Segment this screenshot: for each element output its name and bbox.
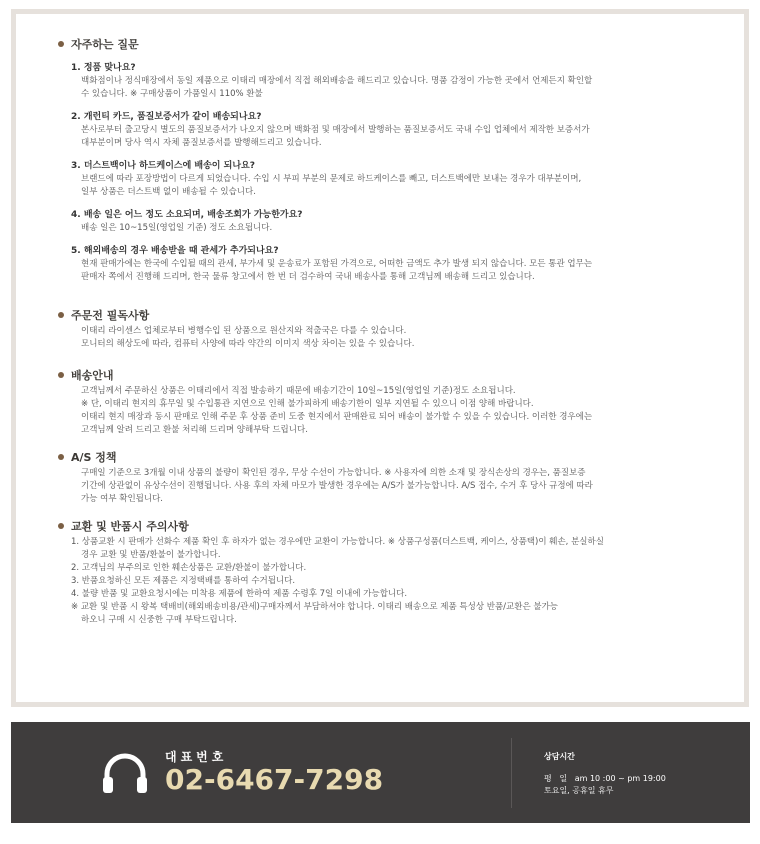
notice-title: 주문전 필독사항 xyxy=(58,307,678,323)
faq-title: 자주하는 질문 xyxy=(58,36,678,52)
shipping-line: ※ 단, 이태리 현지의 휴무일 및 수입통관 지연으로 인해 불가피하게 배송기한이 일부 지연될 수 있으니 이점 양해 바랍니다. xyxy=(81,399,534,409)
faq-answer-line: 배송 일은 10~15일(영업일 기준) 정도 소요됩니다. xyxy=(81,223,273,233)
as-section xyxy=(58,449,678,506)
faq-question: 2. 개런티 카드, 품질보증서가 같이 배송되나요? xyxy=(71,112,262,122)
exchange-title: 교환 및 반품시 주의사항 xyxy=(58,518,678,534)
notice-section xyxy=(58,307,678,351)
phone-label: 대표번호 xyxy=(165,750,228,764)
exchange-line: ※ 교환 및 반품 시 왕복 택배비(해외배송비용/관세)구매자께서 부담하셔야 합니다. 이태리 배송으로 제품 특성상 반품/교환은 불가능 xyxy=(71,602,558,612)
faq-answer-line: 판매자 쪽에서 진행해 드리며, 한국 물류 창고에서 한 번 더 검수하여 국내 배송사를 통해 고객님께 배송해 드리고 있습니다. xyxy=(81,272,535,282)
faq-item xyxy=(58,209,678,235)
exchange-line: 3. 반품요청하신 모든 제품은 지정택배를 통하여 수거됩니다. xyxy=(71,576,296,586)
bullet-icon xyxy=(58,41,64,47)
shipping-line: 고객님께서 주문하신 상품은 이태리에서 직접 발송하기 때문에 배송기간이 10일~15일(영업일 기준)정도 소요됩니다. xyxy=(81,386,516,396)
as-title: A/S 정책 xyxy=(58,449,678,465)
faq-item xyxy=(58,160,678,199)
faq-question: 5. 해외배송의 경우 배송받을 때 관세가 추가되나요? xyxy=(71,246,279,256)
hours-weekday: 평 일 am 10 :00 ~ pm 19:00 xyxy=(544,774,666,783)
faq-answer-line: 백화점이나 정식매장에서 동일 제품으로 이태리 매장에서 직접 해외배송을 해드리고 있습니다. 명품 감정이 가능한 곳에서 언제든지 확인할 xyxy=(81,76,593,86)
faq-question: 3. 더스트백이나 하드케이스에 배송이 되나요? xyxy=(71,161,255,171)
faq-section xyxy=(58,36,678,284)
as-line: 가능 여부 확인됩니다. xyxy=(81,494,164,504)
exchange-line: 2. 고객님의 부주의로 인한 훼손상품은 교환/환불이 불가합니다. xyxy=(71,563,307,573)
headphones-icon xyxy=(102,752,148,794)
faq-answer-line: 일부 상품은 더스트백 없이 배송될 수 있습니다. xyxy=(81,187,256,197)
contact-footer xyxy=(11,722,750,823)
faq-question: 1. 정품 맞나요? xyxy=(71,63,136,73)
exchange-line: 경우 교환 및 반품/환불이 불가합니다. xyxy=(81,550,221,560)
faq-answer-line: 브랜드에 따라 포장방법이 다르게 되었습니다. 수입 시 부피 부분의 문제로 하드케이스를 빼고, 더스트백에만 보내는 경우가 대부분이며, xyxy=(81,174,582,184)
faq-answer-line: 현재 판매가에는 한국에 수입될 때의 관세, 부가세 및 운송료가 포함된 가격으로, 어떠한 금액도 추가 발생 되지 않습니다. 모든 통관 업무는 xyxy=(81,259,593,269)
faq-answer-line: 수 있습니다. ※ 구매상품이 가품일시 110% 환불 xyxy=(81,89,263,99)
bullet-icon xyxy=(58,523,64,529)
faq-item xyxy=(58,111,678,150)
bullet-icon xyxy=(58,372,64,378)
exchange-section xyxy=(58,518,678,627)
bullet-icon xyxy=(58,454,64,460)
bullet-icon xyxy=(58,312,64,318)
notice-line: 모니터의 해상도에 따라, 컴퓨터 사양에 따라 약간의 이미지 색상 차이는 있을 수 있습니다. xyxy=(81,339,415,349)
exchange-line: 하오니 구매 시 신중한 구매 부탁드립니다. xyxy=(81,615,237,625)
faq-answer-line: 대부분이며 당사 역시 자체 품질보증서를 발행해드리고 있습니다. xyxy=(81,138,322,148)
as-line: 구매일 기준으로 3개월 이내 상품의 불량이 확인된 경우, 무상 수선이 가능합니다. ※ 사용자에 의한 소재 및 장식손상의 경우는, 품질보증 xyxy=(81,468,586,478)
info-content xyxy=(58,24,678,627)
faq-answer-line: 본사로부터 출고당시 별도의 품질보증서가 나오지 않으며 백화점 및 매장에서 발행하는 품질보증서도 국내 수입 업체에서 제작한 보증서가 xyxy=(81,125,590,135)
exchange-line: 4. 불량 반품 및 교환요청시에는 미착용 제품에 한하여 제품 수령후 7일 이내에 가능합니다. xyxy=(71,589,408,599)
shipping-line: 고객님께 알려 드리고 환불 처리해 드리며 양해부탁 드립니다. xyxy=(81,425,308,435)
shipping-section xyxy=(58,367,678,437)
footer-divider xyxy=(511,738,512,808)
shipping-line: 이태리 현지 매장과 동시 판매로 인해 주문 후 상품 준비 도중 현지에서 판매완료 되어 배송이 불가할 수 있을 수 있습니다. 이러한 경우에는 xyxy=(81,412,593,422)
faq-question: 4. 배송 일은 어느 정도 소요되며, 배송조회가 가능한가요? xyxy=(71,210,303,220)
notice-line: 이태리 라이센스 업체로부터 병행수입 된 상품으로 원산지와 적출국은 다를 수 있습니다. xyxy=(81,326,407,336)
shipping-title: 배송안내 xyxy=(58,367,678,383)
hours-holiday: 토요일, 공휴일 휴무 xyxy=(544,786,614,795)
exchange-line: 1. 상품교환 시 판매가 선화수 제품 확인 후 하자가 없는 경우에만 교환이 가능합니다. ※ 상품구성품(더스트백, 케이스, 상품택)이 훼손, 분실하실 xyxy=(71,537,604,547)
faq-item xyxy=(58,62,678,101)
faq-item xyxy=(58,245,678,284)
phone-number[interactable]: 02-6467-7298 xyxy=(165,763,384,796)
as-line: 기간에 상관없이 유상수선이 진행됩니다. 사용 후의 자체 마모가 발생한 경우에는 A/S가 불가능합니다. A/S 접수, 수거 후 당사 규정에 따라 xyxy=(81,481,593,491)
hours-title: 상담시간 xyxy=(544,752,575,761)
